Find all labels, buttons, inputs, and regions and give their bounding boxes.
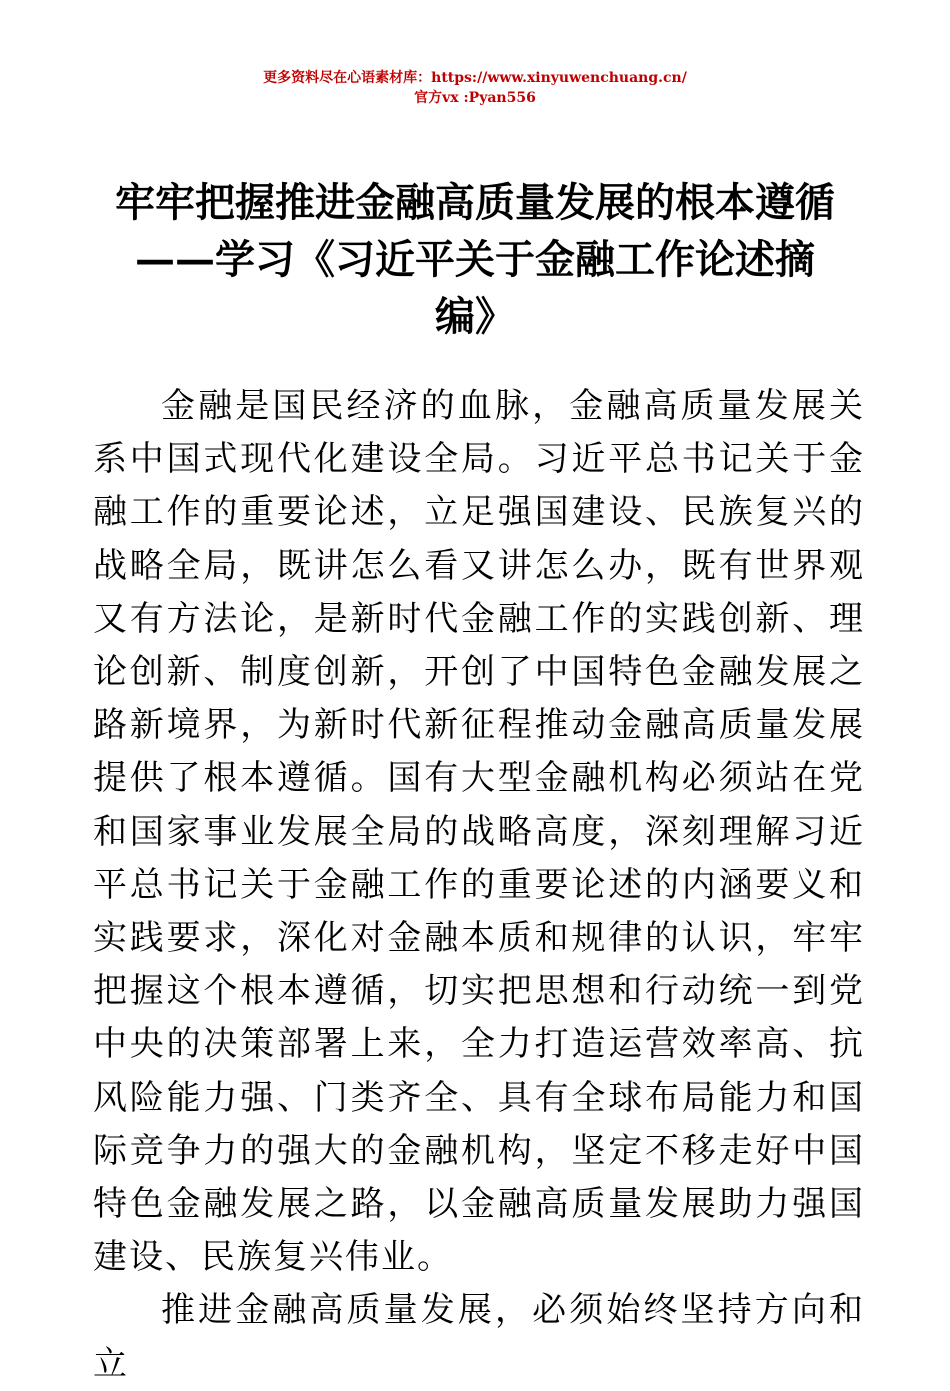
body-paragraph-1: 金融是国民经济的血脉，金融高质量发展关系中国式现代化建设全局。习近平总书记关于金融工作的重要论述，立足强国建设、民族复兴的战略全局，既讲怎么看又讲怎么办，既有世界观又有方法论，是新时代金融工作的实践创新、理论创新、制度创新，开创了中国特色金融发展之路新境界，为新时代新征程推动金融高质量发展提供了根本遵循。国有大型金融机构必须站在党和国家事业发展全局的战略高度，深刻理解习近平总书记关于金融工作的重要论述的内涵要义和实践要求，深化对金融本质和规律的认识，牢牢把握这个根本遵循，切实把思想和行动统一到党中央的决策部署上来，全力打造运营效率高、抗风险能力强、门类齐全、具有全球布局能力和国际竞争力的强大的金融机构，坚定不移走好中国特色金融发展之路，以金融高质量发展助力强国建设、民族复兴伟业。: [93, 386, 865, 1278]
document-title: [90, 174, 860, 345]
watermark-header: [0, 68, 950, 108]
header-contact-line: 官方vx :Pyan556: [414, 90, 536, 106]
document-body: [93, 380, 865, 1391]
title-line-1: 牢牢把握推进金融高质量发展的根本遵循: [115, 179, 835, 226]
header-resource-line: 更多资料尽在心语素材库：https://www.xinyuwenchuang.cn/: [263, 70, 687, 86]
title-line-2: ——学习《习近平关于金融工作论述摘: [135, 236, 815, 283]
body-paragraph-2: 推进金融高质量发展，必须始终坚持方向和立: [93, 1290, 865, 1384]
title-line-3: 编》: [435, 293, 515, 340]
